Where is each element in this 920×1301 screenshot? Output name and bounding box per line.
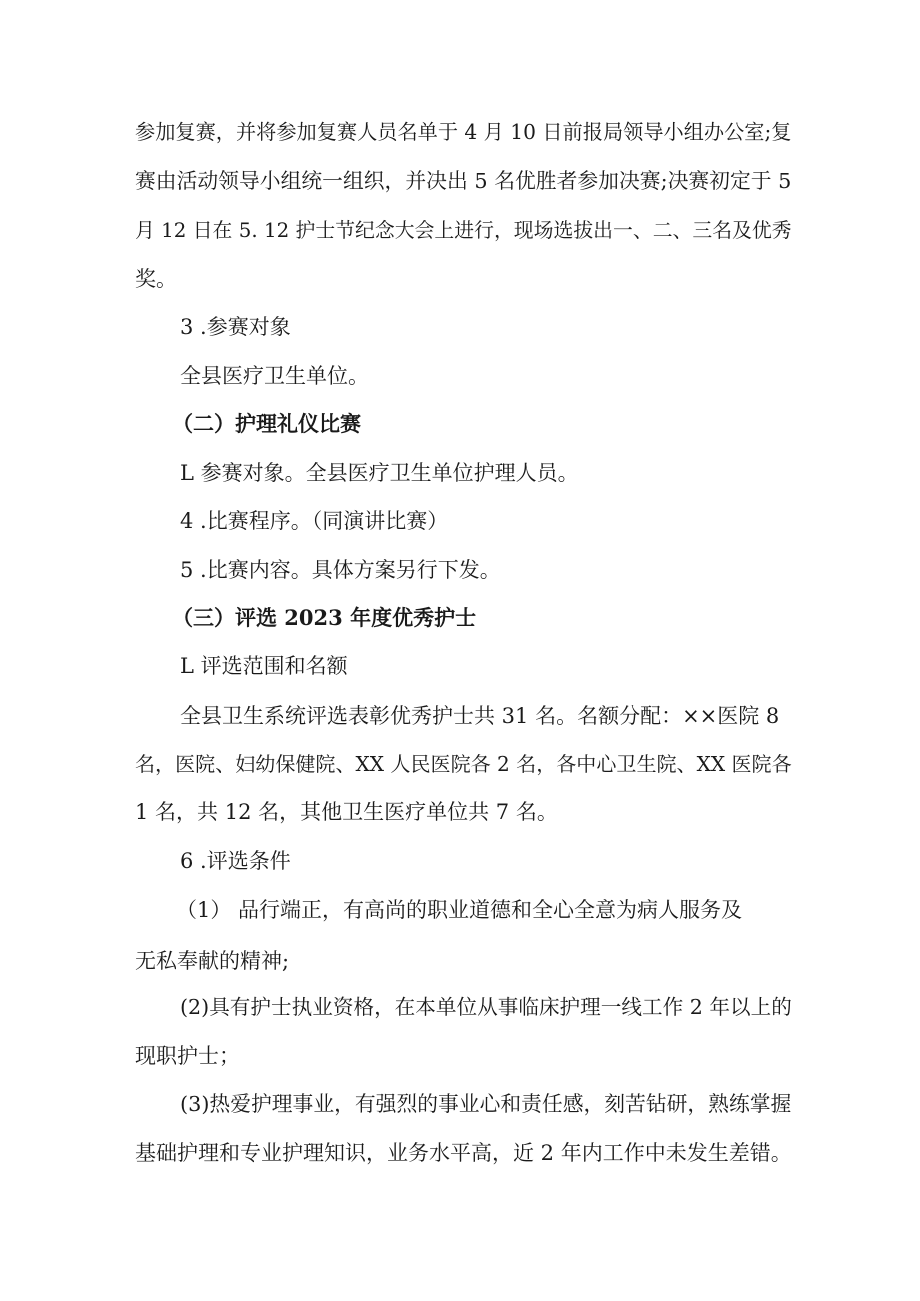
text-line: 全县医疗卫生单位。	[180, 364, 369, 388]
section-heading: 3 .参赛对象	[180, 315, 291, 339]
subsection-heading: （三）评选 2023 年度优秀护士	[172, 605, 477, 630]
text-line: 月 12 日在 5. 12 护士节纪念大会上进行，现场选拔出一、二、三名及优秀	[135, 219, 792, 242]
text-line: 4 .比赛程序。（同演讲比赛）	[180, 509, 449, 533]
list-item: (2)具有护士执业资格，在本单位从事临床护理一线工作 2 年以上的	[180, 995, 792, 1019]
text-line: 5 .比赛内容。具体方案另行下发。	[180, 558, 501, 582]
text-line: 1 名，共 12 名，其他卫生医疗单位共 7 名。	[135, 800, 558, 824]
section-heading: 6 .评选条件	[180, 849, 291, 873]
text-line: 参加复赛，并将参加复赛人员名单于 4 月 10 日前报局领导小组办公室;复	[135, 120, 792, 144]
text-line: 奖。	[135, 267, 177, 291]
text-line: L 参赛对象。全县医疗卫生单位护理人员。	[180, 461, 579, 485]
subsection-heading: （二）护理礼仪比赛	[172, 411, 361, 436]
list-item: （1） 品行端正，有高尚的职业道德和全心全意为病人服务及	[176, 898, 743, 922]
text-line: 全县卫生系统评选表彰优秀护士共 31 名。名额分配：××医院 8	[180, 704, 780, 728]
section-heading: L 评选范围和名额	[180, 654, 348, 678]
text-line: 名，医院、妇幼保健院、XX 人民医院各 2 名，各中心卫生院、XX 医院各	[135, 752, 792, 776]
text-line: 基础护理和专业护理知识，业务水平高，近 2 年内工作中未发生差错。	[135, 1141, 792, 1165]
list-item: (3)热爱护理事业，有强烈的事业心和责任感，刻苦钻研，熟练掌握	[180, 1092, 792, 1116]
text-line: 无私奉献的精神;	[135, 949, 290, 973]
text-line: 赛由活动领导小组统一组织，并决出 5 名优胜者参加决赛;决赛初定于 5	[135, 169, 792, 193]
text-line: 现职护士；	[135, 1044, 240, 1068]
